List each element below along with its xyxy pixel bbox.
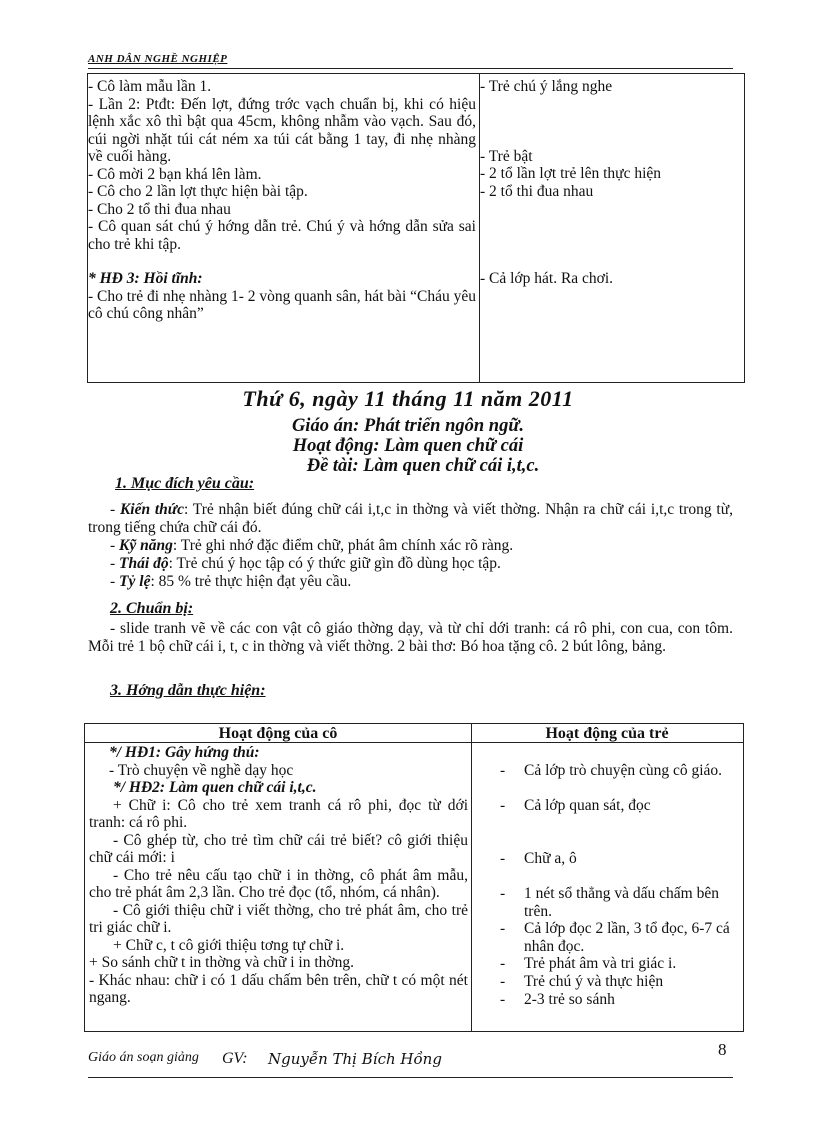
t-compose: - Cô ghép từ, cho trẻ tìm chữ cái trẻ biết? cô giới thiệu chữ cái mới: i: [89, 831, 468, 866]
footer-gv: GV:: [222, 1050, 248, 1067]
hd3-title: * HĐ 3: Hồi tĩnh:: [88, 270, 203, 287]
col-teacher-header: Hoạt động của cô: [218, 725, 338, 742]
t-chat: - Trò chuyện về nghề dạy học: [109, 761, 294, 779]
section-1-title: 1. Mục đích yêu cầu:: [115, 475, 255, 492]
t-letter-i: + Chữ i: Cô cho trẻ xem tranh cá rô phi, đọc từ dới tranh: cá rô phi.: [89, 796, 468, 831]
attitude-label: Thái độ: [119, 555, 169, 572]
step-invite: - Cô mời 2 bạn khá lên làm.: [88, 165, 262, 183]
teacher-activity-column: [89, 744, 468, 1007]
c-structure: 1 nét sổ thẳng và dấu chấm bên trên.: [524, 885, 719, 920]
c-read: Cả lớp đọc 2 lần, 3 tổ đọc, 6-7 cá nhân đọc.: [524, 920, 730, 955]
knowledge-item: - Kiến thức: Trẻ nhận biết đúng chữ cái i,t,c in thờng và viết thờng. Nhận ra chữ cái i,t,c trong từ, trong tiếng chứa chữ cái đó.: [88, 501, 733, 536]
hd1-title: */ HĐ1: Gây hứng thú:: [109, 744, 260, 761]
lesson-activity-table: [84, 723, 744, 1032]
child-activity-column: [472, 744, 742, 1009]
attitude-item: - Thái độ: Trẻ chú ý học tập có ý thức giữ gìn đồ dùng học tập.: [110, 555, 501, 572]
t-cursive: - Cô giới thiệu chữ i viết thờng, cho trẻ phát âm, cho trẻ tri giác chữ i.: [89, 901, 468, 936]
c-letters: Chữ a, ô: [524, 850, 577, 867]
step-demo-2: - Lần 2: Ptđt: Đến lợt, đứng trớc vạch chuẩn bị, khi có hiệu lệnh xắc xô thì bật qua 45cm, không nhẫm vào vạch. Sau đó, cúi ngời nhặt túi cát ném xa túi cát bằng 1 tay, đi nhẹ nhàng về cuối hàng.: [88, 95, 476, 165]
r1-dash: -: [500, 762, 506, 779]
t-difference: - Khác nhau: chữ i có 1 dấu chấm bên trên, chữ t có một nét ngang.: [89, 971, 468, 1006]
t-structure: - Cho trẻ nêu cấu tạo chữ i in thờng, cô phát âm mẫu, cho trẻ phát âm 2,3 lần. Cho trẻ đọc (tổ, nhóm, cá nhân).: [89, 866, 468, 901]
attitude-text: : Trẻ chú ý học tập có ý thức giữ gìn đồ dùng học tập.: [168, 555, 501, 572]
r2-dash: -: [500, 797, 506, 814]
section-2-title: 2. Chuẩn bị:: [110, 600, 194, 617]
teacher-activity-cell: [88, 78, 476, 323]
t-letters-ct: + Chữ c, t cô giới thiệu tơng tự chữ i.: [113, 936, 345, 954]
section-3-title: 3. Hớng dẫn thực hiện:: [110, 682, 266, 699]
section-2-body: - slide tranh vẽ về các con vật cô giáo thờng dạy, và từ chỉ dới tranh: cá rô phi, con cua, con tôm. Mỗi trẻ 1 bộ chữ cái i, t, c in thờng và viết thờng. 2 bài thơ: Bó hoa tặng cô. 2 bút lông, bảng.: [88, 620, 733, 655]
ratio-label: Tỷ lệ: [119, 573, 151, 590]
child-compete: - 2 tổ thi đua nhau: [480, 182, 594, 200]
col-child-header: Hoạt động của trẻ: [545, 725, 669, 742]
r8-dash: -: [500, 991, 506, 1008]
knowledge-label: Kiến thức: [119, 501, 184, 518]
day-title: Thứ 6, ngày 11 tháng 11 năm 2011: [242, 386, 574, 411]
step-demo-1: - Cô làm mẫu lần 1.: [88, 78, 212, 95]
child-listen: - Trẻ chú ý lắng nghe: [480, 78, 613, 95]
c-observe: Cả lớp quan sát, đọc: [524, 797, 651, 814]
r6-dash: -: [500, 955, 506, 972]
skill-item: - Kỹ năng: Trẻ ghi nhớ đặc điểm chữ, phát âm chính xác rõ ràng.: [110, 537, 514, 554]
hd3-text: - Cho trẻ đi nhẹ nhàng 1- 2 vòng quanh sân, hát bài “Cháu yêu cô chú công nhân”: [88, 287, 476, 322]
footer-label: Giáo án soạn giảng: [88, 1050, 199, 1065]
hd2-title: */ HĐ2: Làm quen chữ cái i,t,c.: [113, 779, 317, 796]
header-logo-text: ANH DÂN NGHỀ NGHIỆP: [88, 53, 228, 65]
footer-teacher-name: Nguyễn Thị Bích Hồng: [268, 1050, 442, 1068]
ratio-text: : 85 % trẻ thực hiện đạt yêu cầu.: [150, 573, 352, 590]
r4-dash: -: [500, 885, 506, 902]
t-compare: + So sánh chữ t in thờng và chữ i in thờng.: [89, 954, 354, 971]
ratio-item: - Tỷ lệ: 85 % trẻ thực hiện đạt yêu cầu.: [110, 573, 352, 590]
child-jump: - Trẻ bật: [480, 147, 533, 165]
footer-rule: [88, 1077, 733, 1078]
activity-title: Hoạt động: Làm quen chữ cái: [292, 436, 524, 456]
skill-label: Kỹ năng: [119, 537, 173, 554]
lesson-plan-title: Giáo án: Phát triển ngôn ngữ.: [291, 416, 525, 436]
page-number: 8: [718, 1040, 727, 1059]
header-rule: [88, 68, 733, 69]
r7-dash: -: [500, 973, 506, 990]
c-attend: Trẻ chú ý và thực hiện: [524, 973, 664, 990]
section-1-body: [88, 501, 733, 591]
topic-title: Đề tài: Làm quen chữ cái i,t,c.: [306, 456, 540, 476]
step-observe: - Cô quan sát chú ý hớng dẫn trẻ. Chú ý và hớng dẫn sửa sai cho trẻ khi tập.: [88, 218, 476, 253]
child-activity-cell: [480, 78, 740, 288]
c-compare: 2-3 trẻ so sánh: [524, 991, 615, 1008]
c-perceive: Trẻ phát âm và tri giác i.: [524, 955, 677, 972]
activity-table-continued: [87, 73, 745, 383]
r3-dash: -: [500, 850, 506, 867]
knowledge-text: : Trẻ nhận biết đúng chữ cái i,t,c in thờng và viết thờng. Nhận ra chữ cái i,t,c trong từ, trong tiếng chứa chữ cái đó.: [88, 501, 733, 536]
c-chat: Cả lớp trò chuyện cùng cô giáo.: [524, 762, 723, 779]
child-turns: - 2 tổ lần lợt trẻ lên thực hiện: [480, 165, 662, 182]
skill-text: : Trẻ ghi nhớ đặc điểm chữ, phát âm chính xác rõ ràng.: [172, 537, 514, 554]
child-sing: - Cả lớp hát. Ra chơi.: [480, 270, 614, 287]
step-turns: - Cô cho 2 lần lợt thực hiện bài tập.: [88, 183, 308, 200]
r5-dash: -: [500, 920, 506, 937]
step-compete: - Cho 2 tổ thi đua nhau: [88, 200, 231, 218]
